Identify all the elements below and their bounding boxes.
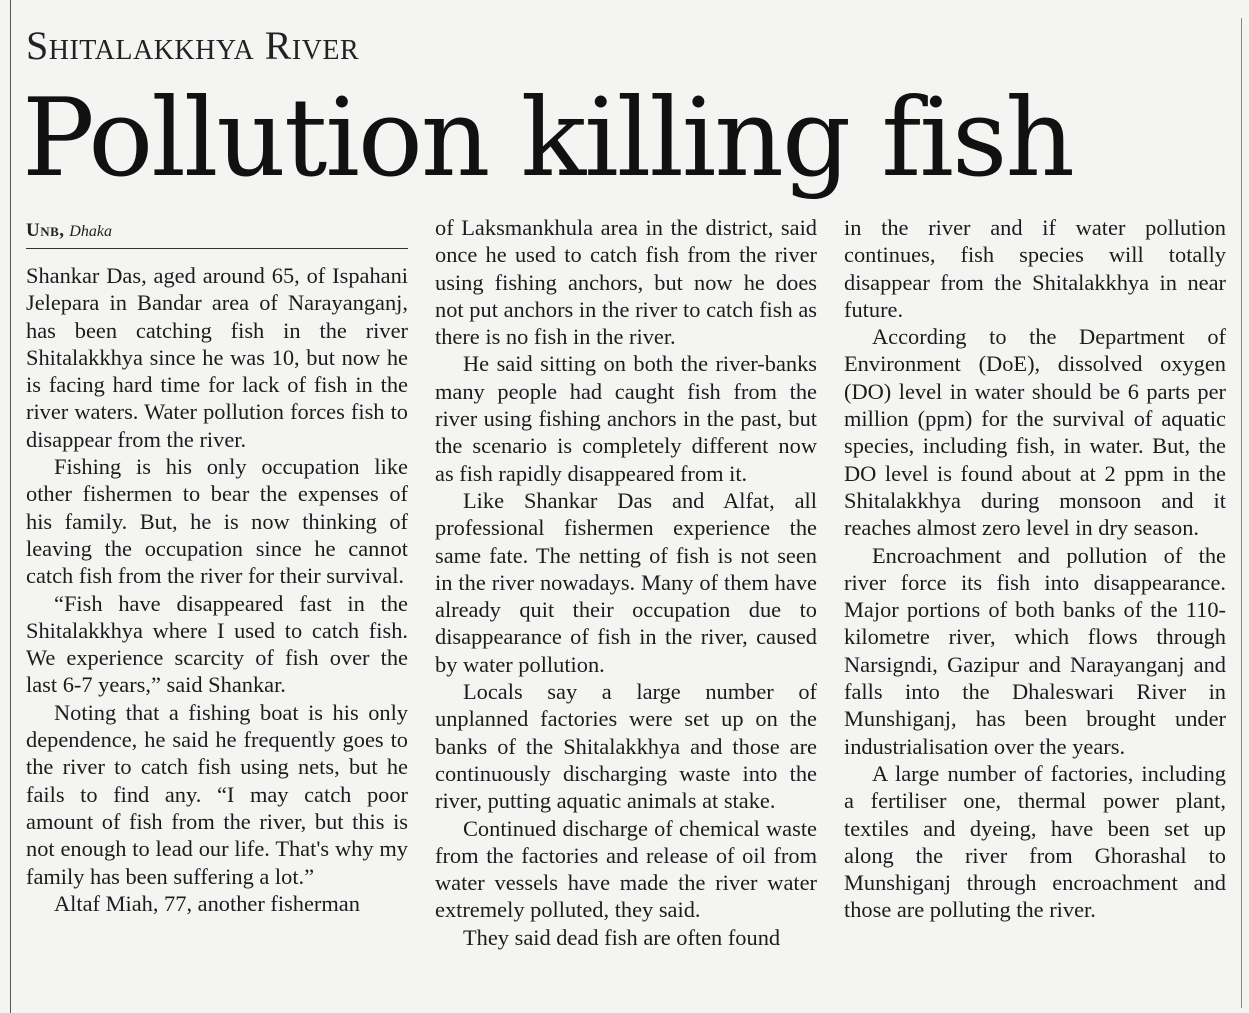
paragraph-6: He said sitting on both the river-banks many people had caught fish from the river using fishing anchors in the past, but the scenario is completely different now as fish rapidly disappeared from it. bbox=[435, 351, 817, 486]
paragraph-3: “Fish have disappeared fast in the Shitalakkhya where I used to catch fish. We experience scarcity of fish over the last 6-7 years,” said Shankar. bbox=[26, 590, 408, 698]
paragraph-12: Encroachment and pollution of the river force its fish into disappearance. Major portions of both banks of the 110-kilometre river, which flows through Narsigndi, Gazipur and Narayanganj and falls into the Dhaleswari River in Munshiganj, has been brought under industrialisation over the years. bbox=[844, 542, 1226, 759]
paragraph-9: Continued discharge of chemical waste from the factories and release of oil from water vessels have made the river water extremely polluted, they said. bbox=[435, 815, 817, 923]
paragraph-7: Like Shankar Das and Alfat, all professional fishermen experience the same fate. The netting of fish is not seen in the river nowadays. Many of them have already quit their occupation due to disappearance of fish in the river, caused by water pollution. bbox=[435, 487, 817, 677]
column-rule-right bbox=[1241, 18, 1242, 1008]
paragraph-8: Locals say a large number of unplanned factories were set up on the banks of the Shitalakkhya and those are continuously discharging waste into the river, putting aquatic animals at stake. bbox=[435, 679, 817, 814]
paragraph-1: Shankar Das, aged around 65, of Ispahani Jelepara in Bandar area of Narayanganj, has been catching fish in the river Shitalakkhya since he was 10, but now he is facing hard time for lack of fish in the river waters. Water pollution forces fish to disappear from the river. bbox=[26, 263, 408, 452]
paragraph-13: A large number of factories, including a fertiliser one, thermal power plant, textiles and dyeing, have been set up along the river from Ghorashal to Munshiganj through encroachment and those are polluting the river. bbox=[844, 760, 1226, 923]
paragraph-10-continued: in the river and if water pollution continues, fish species will totally disappear from the Shitalakkhya in near future. bbox=[844, 215, 1226, 322]
column-rule-left bbox=[10, 0, 11, 1013]
byline-source: Unb, bbox=[26, 220, 65, 241]
byline-place: Dhaka bbox=[69, 223, 112, 240]
paragraph-11: According to the Department of Environment (DoE), dissolved oxygen (DO) level in water should be 6 parts per million (ppm) for the survival of aquatic species, including fish, in water. But, the DO level is found about at 2 ppm in the Shitalakkhya during monsoon and it reaches almost zero level in dry season. bbox=[844, 324, 1226, 541]
article-column-3 bbox=[844, 214, 1226, 1009]
article-column-1 bbox=[26, 214, 408, 1009]
article-headline: Pollution killing fish bbox=[22, 76, 1073, 201]
article-column-2 bbox=[435, 214, 817, 1009]
paragraph-5: Altaf Miah, 77, another fisherman bbox=[54, 890, 360, 916]
paragraph-10: They said dead fish are often found bbox=[463, 924, 781, 950]
paragraph-4: Noting that a fishing boat is his only dependence, he said he frequently goes to the river to catch fish using nets, but he fails to find any. “I may catch poor amount of fish from the river, but this is not enough to lead our life. That's why my family has been suffering a lot.” bbox=[26, 699, 408, 889]
byline bbox=[26, 214, 408, 249]
article-kicker: Shitalakkhya River bbox=[26, 23, 360, 68]
paragraph-2: Fishing is his only occupation like other fishermen to bear the expenses of his family. But, he is now thinking of leaving the occupation since he cannot catch fish from the river for their survival. bbox=[26, 454, 408, 589]
paragraph-5-continued: of Laksmankhula area in the district, said once he used to catch fish from the river using fishing anchors, but now he does not put anchors in the river to catch fish as there is no fish in the river. bbox=[435, 215, 817, 350]
